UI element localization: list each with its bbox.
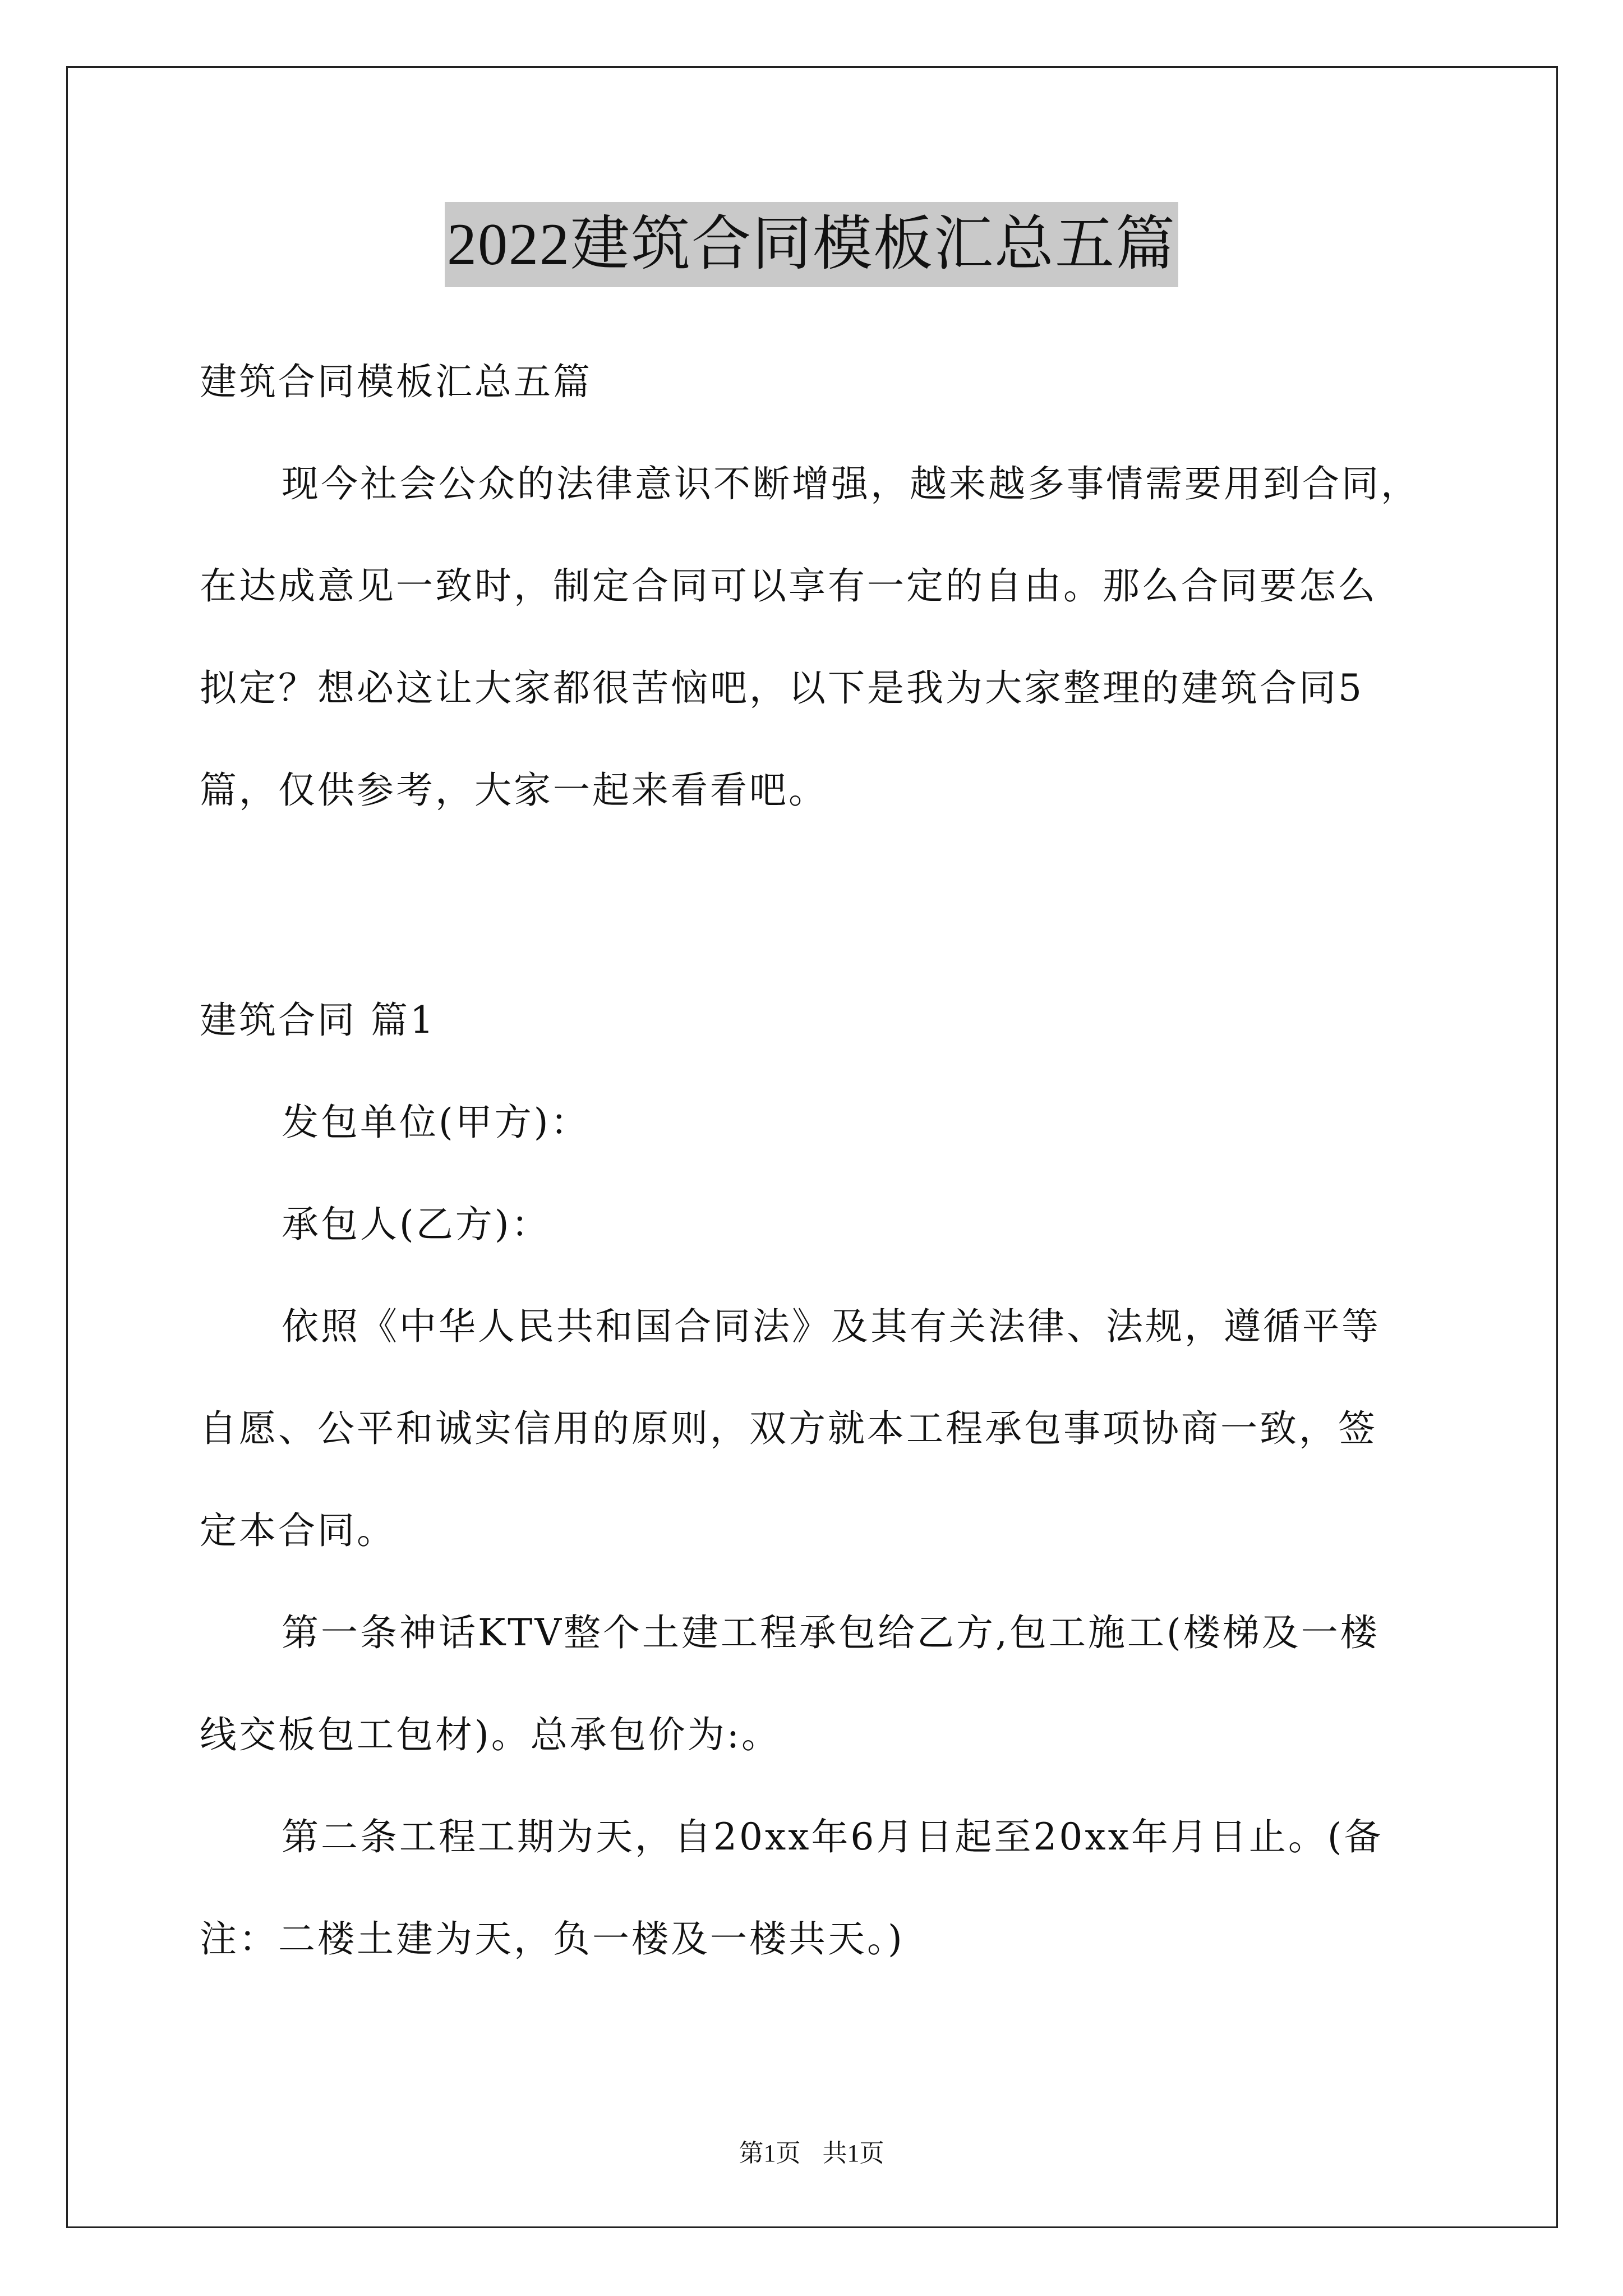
article1-line-2: 线交板包工包材)。总承包价为:。 — [200, 1713, 781, 1756]
page-total: 共1页 — [822, 2139, 884, 2167]
basis-line-2: 自愿、公平和诚实信用的原则，双方就本工程承包事项协商一致，签 — [200, 1407, 1377, 1450]
page-footer — [0, 2133, 1623, 2169]
section-heading: 建筑合同 篇1 — [200, 999, 436, 1042]
article2-line-1: 第二条工程工期为天，自20xx年6月日起至20xx年月日止。(备 — [282, 1815, 1384, 1858]
party-a-label: 发包单位(甲方)： — [282, 1101, 590, 1144]
intro-line-3: 拟定？想必这让大家都很苦恼吧，以下是我为大家整理的建筑合同5 — [200, 666, 1364, 710]
party-b-label: 承包人(乙方)： — [282, 1203, 551, 1246]
basis-line-1: 依照《中华人民共和国合同法》及其有关法律、法规，遵循平等 — [282, 1305, 1381, 1348]
title-wrap — [0, 202, 1623, 287]
intro-line-4: 篇，仅供参考，大家一起来看看吧。 — [200, 769, 828, 812]
intro-line-1: 现今社会公众的法律意识不断增强，越来越多事情需要用到合同， — [282, 462, 1420, 505]
basis-line-3: 定本合同。 — [200, 1509, 396, 1552]
document-title: 2022建筑合同模板汇总五篇 — [445, 202, 1178, 287]
intro-line-2: 在达成意见一致时，制定合同可以享有一定的自由。那么合同要怎么 — [200, 564, 1377, 608]
article2-line-2: 注：二楼土建为天，负一楼及一楼共天。) — [200, 1917, 905, 1961]
article1-line-1: 第一条神话KTV整个土建工程承包给乙方,包工施工(楼梯及一楼 — [282, 1611, 1380, 1654]
page-number: 第1页 — [739, 2139, 801, 2167]
document-subtitle: 建筑合同模板汇总五篇 — [200, 360, 592, 403]
